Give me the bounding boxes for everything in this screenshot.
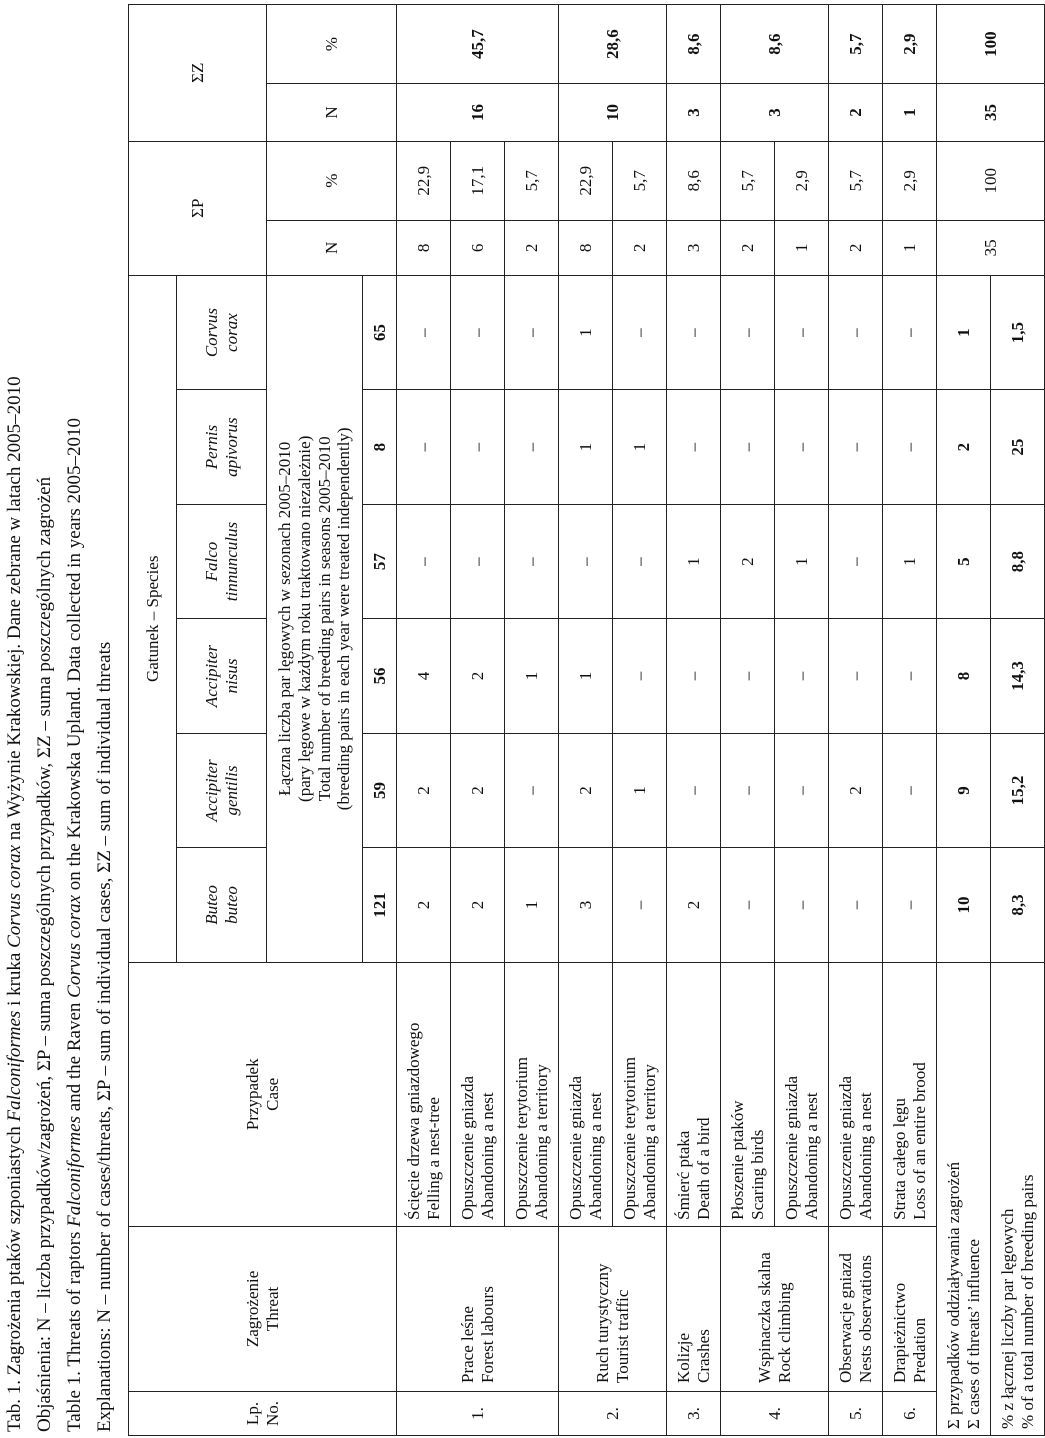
value-cell: 2 bbox=[451, 848, 505, 962]
value-cell: 2 bbox=[451, 619, 505, 733]
table-row bbox=[613, 5, 667, 1436]
threat-number: 1. bbox=[397, 1391, 559, 1435]
caption-en-title: Table 1. Threats of raptors Falconiformes and the Raven Corvus corax on the Krakowska Upland. Data collected in years 2005–2010 bbox=[64, 417, 85, 1432]
sum-z-pct: 45,7 bbox=[397, 5, 559, 84]
header-lp: Lp. No. bbox=[129, 1391, 397, 1435]
threat-number: 2. bbox=[559, 1391, 667, 1435]
value-cell: – bbox=[613, 848, 667, 962]
sum-p-n: 2 bbox=[505, 220, 559, 275]
value-cell: 1 bbox=[883, 504, 937, 618]
sum-z-n: 2 bbox=[829, 84, 883, 141]
totals-label: Σ przypadków oddziaływania zagrożeń Σ cases of threats’ influence bbox=[937, 962, 991, 1435]
sum-p-pct: 5,7 bbox=[613, 141, 667, 220]
value-cell: 2 bbox=[829, 733, 883, 847]
case-name: Opuszczenie terytorium Abandoning a territory bbox=[505, 962, 559, 1226]
pairs-value: 56 bbox=[363, 619, 397, 733]
case-name: Opuszczenie terytorium Abandoning a territory bbox=[613, 962, 667, 1226]
value-cell: 2 bbox=[397, 848, 451, 962]
value-cell: – bbox=[721, 619, 775, 733]
sum-p-pct: 5,7 bbox=[505, 141, 559, 220]
header-species-group: Gatunek – Species bbox=[129, 275, 177, 962]
pairs-value: 8 bbox=[363, 390, 397, 504]
table-row bbox=[451, 5, 505, 1436]
pairs-value: 59 bbox=[363, 733, 397, 847]
value-cell: – bbox=[829, 390, 883, 504]
total-value: 10 bbox=[937, 848, 991, 962]
caption-pl-explanations: Objaśnienia: N – liczba przypadków/zagrożeń, ΣP – suma poszczególnych przypadków, ΣZ – suma poszczególnych zagrożeń bbox=[34, 476, 55, 1432]
value-cell: – bbox=[721, 390, 775, 504]
sum-p-n: 8 bbox=[559, 220, 613, 275]
threat-number: 5. bbox=[829, 1391, 883, 1435]
table-body bbox=[397, 5, 1045, 1436]
value-cell: – bbox=[883, 275, 937, 390]
value-cell: – bbox=[775, 390, 829, 504]
value-cell: – bbox=[397, 390, 451, 504]
pairs-value: 65 bbox=[363, 275, 397, 390]
threats-table bbox=[128, 4, 1045, 1436]
value-cell: – bbox=[667, 390, 721, 504]
value-cell: – bbox=[829, 504, 883, 618]
percent-value: 14,3 bbox=[991, 619, 1045, 733]
value-cell: – bbox=[775, 733, 829, 847]
sum-p-n: 6 bbox=[451, 220, 505, 275]
value-cell: 1 bbox=[505, 619, 559, 733]
value-cell: – bbox=[775, 275, 829, 390]
percent-value: 15,2 bbox=[991, 733, 1045, 847]
header-species-2: Accipiter gentilis bbox=[177, 733, 267, 847]
sum-p-pct: 5,7 bbox=[829, 141, 883, 220]
value-cell: 2 bbox=[451, 733, 505, 847]
table-row bbox=[667, 5, 721, 1436]
header-species-1: Buteo buteo bbox=[177, 848, 267, 962]
total-value: 8 bbox=[937, 619, 991, 733]
sum-p-n: 3 bbox=[667, 220, 721, 275]
value-cell: – bbox=[829, 275, 883, 390]
total-sum-p-pct: 100 bbox=[937, 141, 1045, 220]
sum-z-pct: 8,6 bbox=[667, 5, 721, 84]
total-value: 5 bbox=[937, 504, 991, 618]
total-sum-p-n: 35 bbox=[937, 220, 1045, 275]
value-cell: – bbox=[505, 390, 559, 504]
case-name: Opuszczenie gniazda Abandoning a nest bbox=[775, 962, 829, 1226]
header-total-pairs: Łączna liczba par lęgowych w sezonach 2005–2010 (pary lęgowe w każdym roku traktowano niezależnie) Total number of breeding pairs in seasons 2005–2010 (breeding pairs in each year were treated independently) bbox=[267, 275, 363, 962]
table-row bbox=[883, 5, 937, 1436]
value-cell: – bbox=[397, 504, 451, 618]
value-cell: – bbox=[613, 275, 667, 390]
header-z-n: N bbox=[267, 84, 397, 141]
percent-label: % z łącznej liczby par lęgowych % of a total number of breeding pairs bbox=[991, 962, 1045, 1435]
header-z-pct: % bbox=[267, 5, 397, 84]
sum-z-pct: 5,7 bbox=[829, 5, 883, 84]
sum-p-n: 1 bbox=[775, 220, 829, 275]
value-cell: – bbox=[721, 848, 775, 962]
value-cell: – bbox=[721, 733, 775, 847]
case-name: Strata całego lęgu Loss of an entire brood bbox=[883, 962, 937, 1226]
table-row bbox=[829, 5, 883, 1436]
value-cell: 2 bbox=[667, 848, 721, 962]
sum-z-n: 16 bbox=[397, 84, 559, 141]
value-cell: – bbox=[451, 275, 505, 390]
header-species-5: Pernis apivorus bbox=[177, 390, 267, 504]
sum-p-pct: 22,9 bbox=[559, 141, 613, 220]
value-cell: – bbox=[829, 848, 883, 962]
value-cell: – bbox=[883, 619, 937, 733]
case-name: Ścięcie drzewa gniazdowego Felling a nest-tree bbox=[397, 962, 451, 1226]
value-cell: 4 bbox=[397, 619, 451, 733]
case-name: Śmierć ptaka Death of a bird bbox=[667, 962, 721, 1226]
sum-z-n: 1 bbox=[883, 84, 937, 141]
sum-z-n: 3 bbox=[721, 84, 829, 141]
threat-name: Kolizje Crashes bbox=[667, 1226, 721, 1391]
table-row bbox=[775, 5, 829, 1436]
sum-p-n: 2 bbox=[721, 220, 775, 275]
threat-name: Ruch turystyczny Tourist traffic bbox=[559, 1226, 667, 1391]
percent-value: 8,8 bbox=[991, 504, 1045, 618]
value-cell: 2 bbox=[397, 733, 451, 847]
header-p-n: N bbox=[267, 220, 397, 275]
value-cell: – bbox=[775, 848, 829, 962]
sum-z-pct: 2,9 bbox=[883, 5, 937, 84]
percent-value: 1,5 bbox=[991, 275, 1045, 390]
value-cell: – bbox=[451, 390, 505, 504]
header-species-6: Corvus corax bbox=[177, 275, 267, 390]
sum-z-n: 10 bbox=[559, 84, 667, 141]
table-row bbox=[559, 5, 613, 1436]
value-cell: – bbox=[883, 390, 937, 504]
sum-p-pct: 2,9 bbox=[883, 141, 937, 220]
value-cell: 1 bbox=[559, 390, 613, 504]
threat-number: 4. bbox=[721, 1391, 829, 1435]
sum-p-pct: 17,1 bbox=[451, 141, 505, 220]
value-cell: – bbox=[667, 619, 721, 733]
value-cell: 1 bbox=[613, 733, 667, 847]
value-cell: – bbox=[451, 504, 505, 618]
sum-z-pct: 8,6 bbox=[721, 5, 829, 84]
caption-en-explanations: Explanations: N – number of cases/threats, ΣP – sum of individual cases, ΣZ – sum of individual threats bbox=[94, 641, 115, 1432]
threat-name: Obserwacje gniazd Nests observations bbox=[829, 1226, 883, 1391]
header-p-pct: % bbox=[267, 141, 397, 220]
sum-p-n: 2 bbox=[613, 220, 667, 275]
threat-name: Prace leśne Forest labours bbox=[397, 1226, 559, 1391]
sum-z-n: 3 bbox=[667, 84, 721, 141]
sum-p-pct: 8,6 bbox=[667, 141, 721, 220]
sum-p-pct: 5,7 bbox=[721, 141, 775, 220]
caption-pl-title: Tab. 1. Zagrożenia ptaków szponiastych Falconiformes i kruka Corvus corax na Wyżynie Krakowskiej. Dane zebrane w latach 2005–2010 bbox=[4, 376, 25, 1432]
value-cell: – bbox=[613, 504, 667, 618]
value-cell: 1 bbox=[505, 848, 559, 962]
total-sum-z-n: 35 bbox=[937, 84, 1045, 141]
value-cell: – bbox=[613, 619, 667, 733]
case-name: Opuszczenie gniazda Abandoning a nest bbox=[451, 962, 505, 1226]
threat-number: 6. bbox=[883, 1391, 937, 1435]
pairs-value: 57 bbox=[363, 504, 397, 618]
table-row bbox=[721, 5, 775, 1436]
value-cell: – bbox=[559, 504, 613, 618]
sum-p-n: 1 bbox=[883, 220, 937, 275]
value-cell: – bbox=[829, 619, 883, 733]
case-name: Opuszczenie gniazda Abandoning a nest bbox=[829, 962, 883, 1226]
header-species-4: Falco tinnunculus bbox=[177, 504, 267, 618]
value-cell: 1 bbox=[559, 275, 613, 390]
total-value: 2 bbox=[937, 390, 991, 504]
header-threat: Zagrożenie Threat bbox=[129, 1226, 397, 1391]
threat-name: Wspinaczka skalna Rock climbing bbox=[721, 1226, 829, 1391]
value-cell: – bbox=[883, 848, 937, 962]
header-sum-p: ΣP bbox=[129, 141, 267, 275]
case-name: Płoszenie ptaków Scaring birds bbox=[721, 962, 775, 1226]
value-cell: 3 bbox=[559, 848, 613, 962]
header-sum-z: ΣZ bbox=[129, 5, 267, 142]
value-cell: 2 bbox=[721, 504, 775, 618]
value-cell: 2 bbox=[559, 733, 613, 847]
value-cell: 1 bbox=[775, 504, 829, 618]
total-value: 1 bbox=[937, 275, 991, 390]
pairs-value: 121 bbox=[363, 848, 397, 962]
total-sum-z-pct: 100 bbox=[937, 5, 1045, 84]
table-row bbox=[397, 5, 451, 1436]
sum-z-pct: 28,6 bbox=[559, 5, 667, 84]
sum-p-n: 8 bbox=[397, 220, 451, 275]
value-cell: – bbox=[775, 619, 829, 733]
case-name: Opuszczenie gniazda Abandoning a nest bbox=[559, 962, 613, 1226]
percent-value: 8,3 bbox=[991, 848, 1045, 962]
threat-name: Drapieżnictwo Predation bbox=[883, 1226, 937, 1391]
value-cell: 1 bbox=[613, 390, 667, 504]
value-cell: 1 bbox=[559, 619, 613, 733]
header-case: Przypadek Case bbox=[129, 962, 397, 1226]
sum-p-pct: 2,9 bbox=[775, 141, 829, 220]
sum-p-n: 2 bbox=[829, 220, 883, 275]
value-cell: – bbox=[667, 733, 721, 847]
value-cell: – bbox=[397, 275, 451, 390]
value-cell: – bbox=[505, 733, 559, 847]
value-cell: – bbox=[505, 504, 559, 618]
value-cell: – bbox=[883, 733, 937, 847]
value-cell: – bbox=[505, 275, 559, 390]
value-cell: – bbox=[667, 275, 721, 390]
table-row bbox=[505, 5, 559, 1436]
value-cell: – bbox=[721, 275, 775, 390]
sum-p-pct: 22,9 bbox=[397, 141, 451, 220]
totals-row bbox=[937, 5, 991, 1436]
percent-value: 25 bbox=[991, 390, 1045, 504]
header-species-3: Accipiter nisus bbox=[177, 619, 267, 733]
total-value: 9 bbox=[937, 733, 991, 847]
threat-number: 3. bbox=[667, 1391, 721, 1435]
value-cell: 1 bbox=[667, 504, 721, 618]
